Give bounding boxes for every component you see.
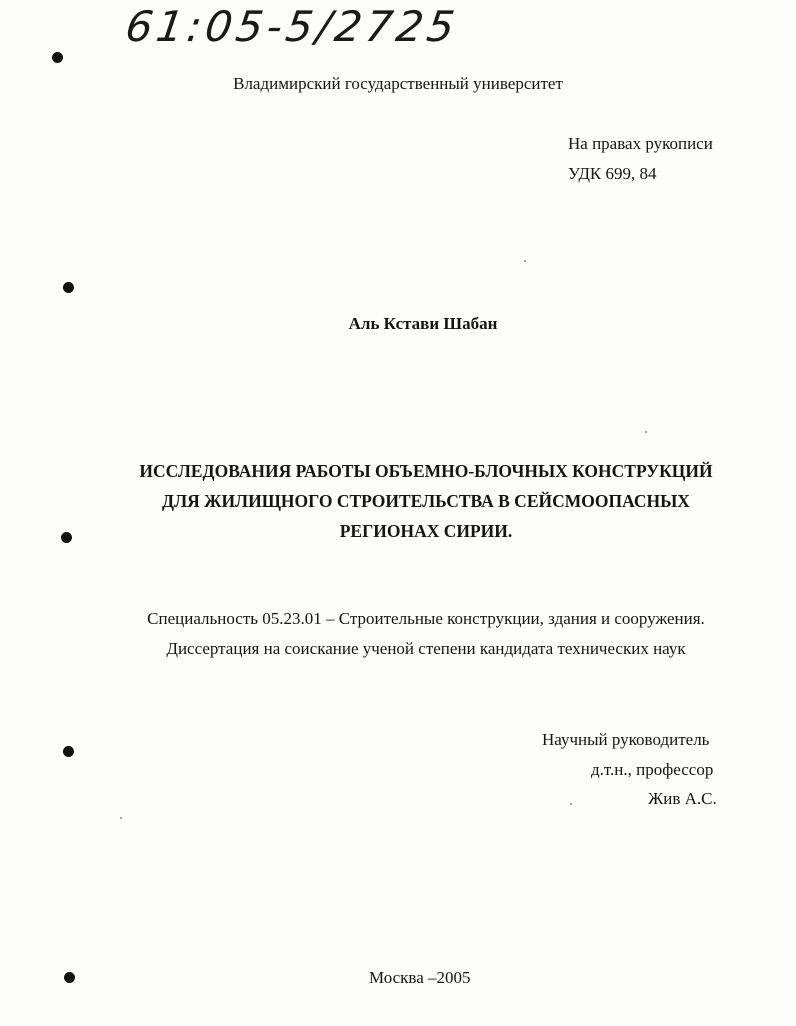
supervisor-degree: д.т.н., профессор xyxy=(591,760,714,779)
supervisor-name: Жив А.С. xyxy=(648,789,717,808)
university-name: Владимирский государственный университет xyxy=(233,74,563,93)
binding-hole-mark xyxy=(52,52,63,63)
thesis-title-line-1: ИССЛЕДОВАНИЯ РАБОТЫ ОБЪЕМНО-БЛОЧНЫХ КОНСТРУКЦИЙ xyxy=(139,461,713,481)
city-year: Москва –2005 xyxy=(369,968,471,987)
handwritten-archive-number: 61:05-5/2725 xyxy=(122,2,462,51)
binding-hole-mark xyxy=(63,746,74,757)
manuscript-rights-label: На правах рукописи xyxy=(568,134,713,153)
scan-speck xyxy=(120,817,122,819)
dissertation-degree-line: Диссертация на соискание ученой степени кандидата технических наук xyxy=(166,639,686,658)
scan-speck xyxy=(524,260,526,262)
scan-speck xyxy=(645,431,647,433)
specialty-line: Специальность 05.23.01 – Строительные конструкции, здания и сооружения. xyxy=(147,609,705,628)
supervisor-role: Научный руководитель xyxy=(542,730,710,749)
binding-hole-mark xyxy=(61,532,72,543)
author-name: Аль Кстави Шабан xyxy=(348,314,498,333)
thesis-title-line-3: РЕГИОНАХ СИРИИ. xyxy=(339,521,513,541)
scan-speck xyxy=(570,803,572,805)
binding-hole-mark xyxy=(63,282,74,293)
udk-code: УДК 699, 84 xyxy=(568,164,657,183)
binding-hole-mark xyxy=(64,972,75,983)
thesis-title-line-2: ДЛЯ ЖИЛИЩНОГО СТРОИТЕЛЬСТВА В СЕЙСМООПАСНЫХ xyxy=(162,491,690,511)
